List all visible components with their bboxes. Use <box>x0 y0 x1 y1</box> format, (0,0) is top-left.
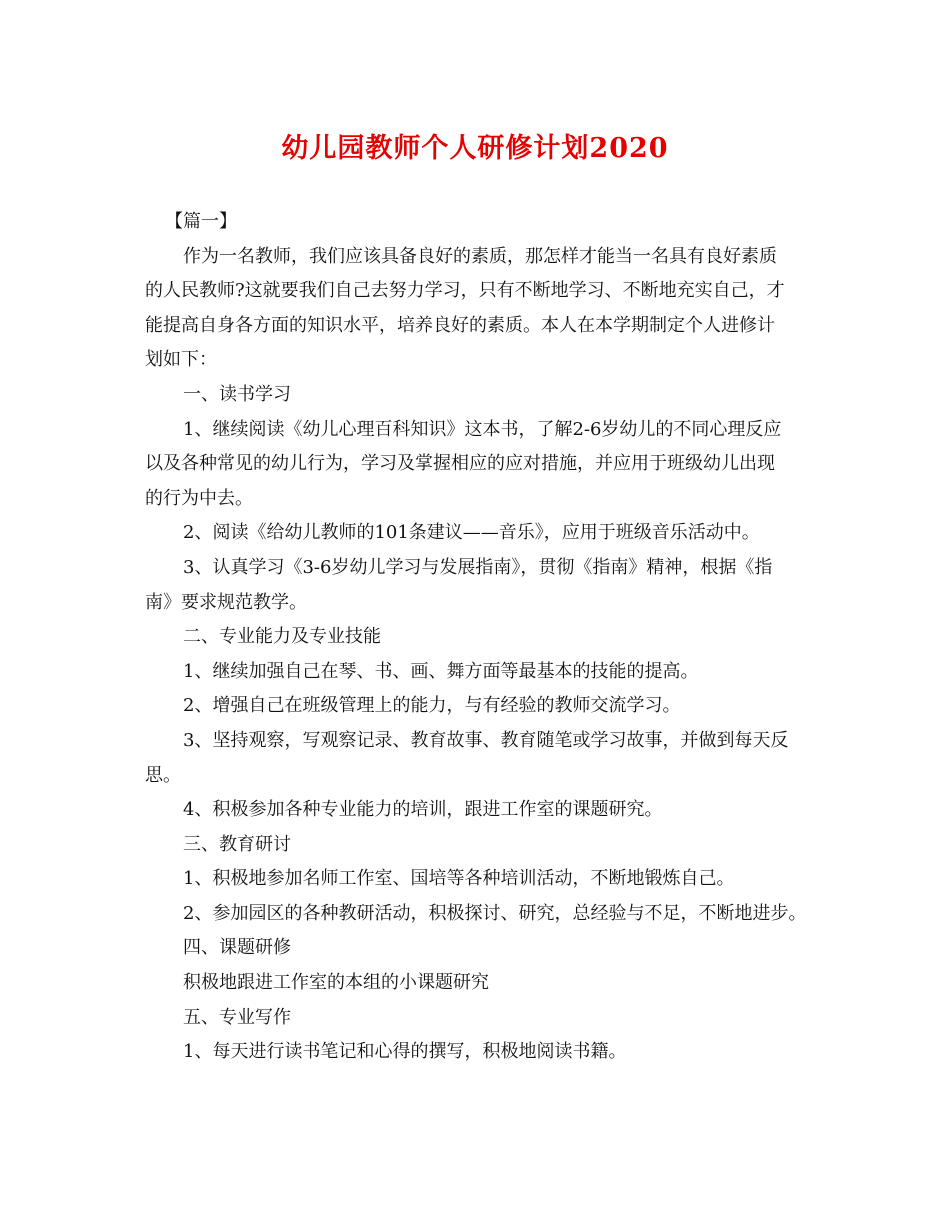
text-line: 四、课题研修 <box>183 937 291 959</box>
text-line: 1、每天进行读书笔记和心得的撰写，积极地阅读书籍。 <box>183 1041 627 1063</box>
text-line: 二、专业能力及专业技能 <box>183 626 381 648</box>
text-line: 作为一名教师，我们应该具备良好的素质，那怎样才能当一名具有良好素质 <box>183 245 777 267</box>
text-line: 一、读书学习 <box>183 383 291 405</box>
text-line: 划如下： <box>145 349 217 371</box>
document-title: 幼儿园教师个人研修计划2020 <box>281 133 669 164</box>
text-line: 2、参加园区的各种教研活动，积极探讨、研究，总经验与不足，不断地进步。 <box>183 902 807 924</box>
text-line: 五、专业写作 <box>183 1006 291 1028</box>
text-line: 2、阅读《给幼儿教师的101条建议——音乐》，应用于班级音乐活动中。 <box>183 522 760 544</box>
text-line: 1、积极地参加名师工作室、国培等各种培训活动，不断地锻炼自己。 <box>183 868 735 890</box>
document-body <box>145 205 825 1070</box>
text-line: 思。 <box>145 764 181 786</box>
text-line: 1、继续加强自己在琴、书、画、舞方面等最基本的技能的提高。 <box>183 660 699 682</box>
text-line: 南》要求规范教学。 <box>145 591 307 613</box>
text-line: 积极地跟进工作室的本组的小课题研究 <box>183 972 489 994</box>
text-line: 【篇一】 <box>165 211 237 232</box>
text-line: 以及各种常见的幼儿行为，学习及掌握相应的应对措施，并应用于班级幼儿出现 <box>145 453 775 475</box>
text-line: 4、积极参加各种专业能力的培训，跟进工作室的课题研究。 <box>183 799 663 821</box>
text-line: 的人民教师?这就要我们自己去努力学习，只有不断地学习、不断地充实自己，才 <box>145 280 785 302</box>
text-line: 3、坚持观察，写观察记录、教育故事、教育随笔或学习故事，并做到每天反 <box>183 729 789 751</box>
text-line: 3、认真学习《3-6岁幼儿学习与发展指南》，贯彻《指南》精神，根据《指 <box>183 556 773 578</box>
text-line: 三、教育研讨 <box>183 833 291 855</box>
text-line: 1、继续阅读《幼儿心理百科知识》这本书，了解2-6岁幼儿的不同心理反应 <box>183 418 782 440</box>
text-line: 的行为中去。 <box>145 487 253 509</box>
text-line: 2、增强自己在班级管理上的能力，与有经验的教师交流学习。 <box>183 695 681 717</box>
text-line: 能提高自身各方面的知识水平，培养良好的素质。本人在本学期制定个人进修计 <box>145 314 775 336</box>
